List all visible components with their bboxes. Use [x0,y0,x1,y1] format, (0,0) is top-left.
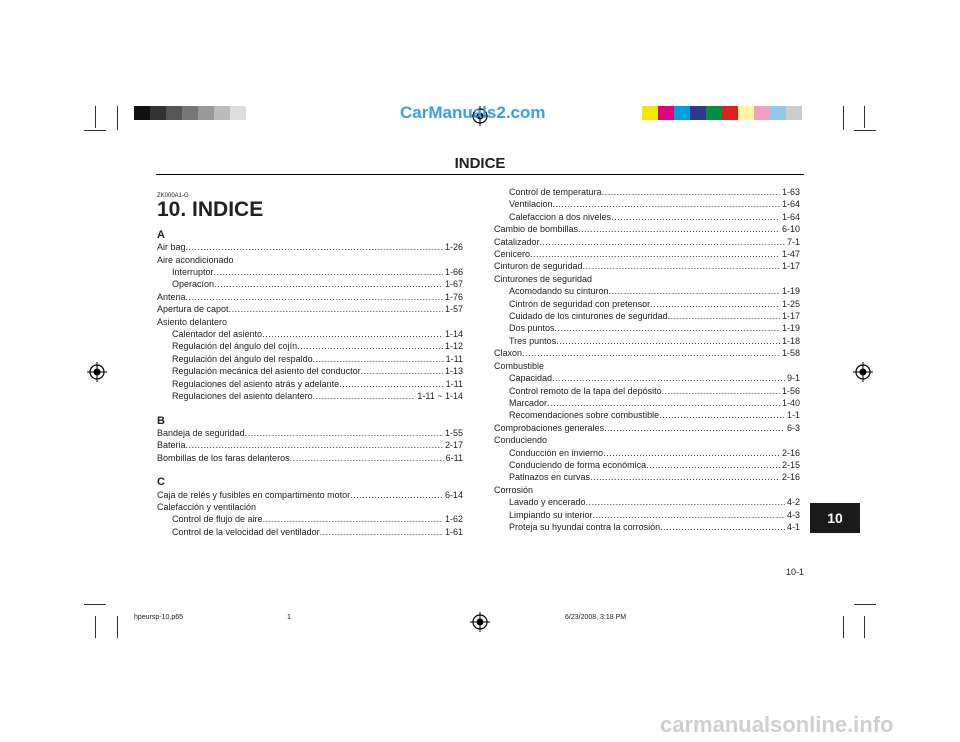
index-entry [494,496,800,508]
index-entry [494,322,800,334]
dot-leader [556,335,780,347]
index-entry-label: Regulación mecánica del asiento del conductor [172,366,361,377]
dot-leader [553,198,780,210]
index-entry-label: Regulación del ángulo del cojín [172,341,298,352]
index-entry-page: 1-13 [444,366,463,377]
color-swatch [198,106,214,120]
index-entry [494,509,800,521]
index-entry-label: Catalizador [494,236,540,247]
dot-leader [290,452,444,464]
index-entry [494,335,800,347]
index-entry-label: Ventilacion [509,199,553,210]
index-entry-label: Calentador del asiento [172,329,263,340]
index-entry-page: 1-76 [444,291,463,302]
dot-leader [540,236,785,248]
index-entry-label: Recomendaciones sobre combustible [509,410,660,421]
index-entry-page: 1-64 [781,211,800,222]
color-swatch [230,106,246,120]
color-swatch [166,106,182,120]
index-entry-label: Lavado y encerado [509,497,586,508]
index-entry [494,273,800,285]
color-swatch [134,106,150,120]
letter-heading-b: B [157,414,165,427]
color-swatch [182,106,198,120]
dot-leader [313,353,444,365]
dot-leader [660,521,785,533]
index-entry-label: Bombillas de los faras delanteros [157,452,290,463]
color-swatch [722,106,738,120]
index-entry-page: 4-1 [786,521,800,532]
index-entry-label: Cuidado de los cinturones de seguridad [509,311,668,322]
index-entry-page: 2-17 [444,440,463,451]
section-title: 10. INDICE [157,198,264,222]
dot-leader [361,365,443,377]
index-entry-label: Cambio de bombillas [494,224,579,235]
index-entry-page: 1-17 [781,261,800,272]
index-entry [157,378,463,390]
index-entry-page: 4-3 [786,509,800,520]
dot-leader [339,378,444,390]
registration-mark-icon [87,362,107,382]
index-entry-label: Regulaciones del asiento delantero [172,391,313,402]
color-swatch [642,106,658,120]
dot-leader [186,291,443,303]
index-entry-page: 1-61 [444,526,463,537]
dot-leader [522,347,780,359]
footer-sheet: 1 [287,614,291,621]
dot-leader [609,285,780,297]
index-entry-label: Cintrón de seguridad con pretensor [509,298,651,309]
index-entry-page: 1-25 [781,298,800,309]
index-entry-label: Limpiando su interior [509,509,593,520]
index-entry [494,223,800,235]
index-left-column [157,190,463,538]
index-entry [157,241,463,253]
index-entry [494,422,800,434]
index-entry-label: Conduciendo [494,435,548,446]
index-entry-page: 1-11 [445,353,463,364]
index-entry-page: 1-58 [781,348,800,359]
index-entry-label: Combustible [494,360,545,371]
index-entry-label: Cenicero [494,249,531,260]
index-entry [494,186,800,198]
index-entry-page: 1-55 [444,427,463,438]
dot-leader [350,489,443,501]
index-entry-page: 6-11 [445,452,463,463]
index-entry [157,278,463,290]
index-entry-label: Interruptor [172,267,214,278]
index-entry [157,513,463,525]
index-list-a [157,241,463,402]
index-entry [157,328,463,340]
footer-date: 6/23/2008, 3:18 PM [565,614,627,621]
index-entry-page: 1-19 [781,286,800,297]
index-entry-page: 1-67 [444,279,463,290]
dot-leader [186,439,443,451]
index-entry [157,291,463,303]
color-swatch [214,106,230,120]
dot-leader [214,278,443,290]
index-entry [494,236,800,248]
index-entry [157,452,463,464]
index-entry-page: 1-56 [781,385,800,396]
index-entry-page: 1-40 [781,397,800,408]
index-entry [494,285,800,297]
dot-leader [602,186,780,198]
index-entry [494,347,800,359]
page-header-title: INDICE [454,155,506,172]
index-entry [494,372,800,384]
index-entry-label: Control de flujo de aire [172,514,263,525]
index-entry-page: 6-14 [444,489,463,500]
chapter-tab: 10 [810,503,860,533]
color-swatch [674,106,690,120]
index-entry-page: 6-10 [781,224,800,235]
index-entry-page: 1-11 [445,378,463,389]
index-entry [494,459,800,471]
dot-leader [186,241,443,253]
index-entry-label: Conduciendo de forma económica [509,459,647,470]
index-entry [157,303,463,315]
dot-leader [547,397,780,409]
index-entry-label: Cinturon de seguridad [494,261,583,272]
index-entry-label: Antena [157,291,186,302]
index-entry-page: 2-16 [781,447,800,458]
letter-heading-c: C [157,476,165,489]
index-entry-label: Asiento delantero [157,316,228,327]
index-entry-page: 1-18 [781,335,800,346]
dot-leader [262,328,443,340]
index-entry-page: 1-57 [444,304,463,315]
dot-leader [297,340,443,352]
color-swatch [150,106,166,120]
index-entry-label: Cinturones de seguridad [494,273,593,284]
dot-leader [590,471,780,483]
dot-leader [603,447,780,459]
index-right-column [494,186,800,533]
index-entry [494,310,800,322]
index-entry-label: Regulaciones del asiento atrás y adelante [172,378,340,389]
index-entry [494,385,800,397]
dot-leader [593,509,785,521]
dot-leader [611,211,780,223]
index-entry-page: 1-47 [781,249,800,260]
dot-leader [552,372,785,384]
index-entry [494,434,800,446]
index-entry-label: Comprobaciones generales [494,422,605,433]
index-entry [494,198,800,210]
grayscale-bar [134,106,246,120]
index-entry-page: 7-1 [786,236,800,247]
index-entry [494,397,800,409]
index-entry-label: Air bag [157,242,186,253]
color-swatch [706,106,722,120]
index-entry-page: 1-64 [781,199,800,210]
watermark-bottom[interactable]: carmanualsonline.info [660,712,894,737]
color-swatch [770,106,786,120]
dot-leader [650,298,780,310]
index-entry-page: 1-26 [444,242,463,253]
index-entry [157,526,463,538]
dot-leader [214,266,443,278]
index-list-c [157,489,463,539]
dot-leader [229,303,443,315]
index-entry-label: Marcador [509,397,548,408]
index-entry-label: Bandeja de seguridad [157,427,245,438]
index-entry [157,439,463,451]
index-entry-label: Calefaccion a dos niveles [509,211,612,222]
color-swatch [754,106,770,120]
index-entry-label: Conducción en invierno [509,447,604,458]
dot-leader [668,310,780,322]
index-entry-page: 2-16 [781,472,800,483]
index-list-b [157,427,463,464]
header-rule [156,174,804,175]
page-number: 10-1 [785,567,804,577]
index-entry-page: 1-17 [781,311,800,322]
index-entry [494,260,800,272]
dot-leader [578,223,780,235]
index-entry-label: Control de temperatura [509,187,602,197]
index-entry-label: Corrosión [494,484,534,495]
registration-mark-icon [470,612,490,632]
index-entry [157,489,463,501]
index-entry [157,340,463,352]
dot-leader [646,459,780,471]
index-entry [494,360,800,372]
index-entry [157,501,463,513]
index-entry-page: 1-12 [444,341,463,352]
index-entry-label: Patinazos en curvas [509,472,591,483]
registration-mark-icon [853,362,873,382]
index-entry-page: 6-3 [786,422,800,433]
index-entry [494,248,800,260]
index-entry-page: 1-66 [444,267,463,278]
index-entry [157,427,463,439]
index-entry [494,471,800,483]
index-entry-label: Calefacción y ventilación [157,501,257,512]
dot-leader [313,390,416,402]
section-code: ZK000A1-G [157,193,189,199]
index-entry [157,365,463,377]
dot-leader [604,422,785,434]
watermark-top[interactable]: CarManuals2.com [400,103,546,122]
index-entry-page: 1-14 [444,329,463,340]
index-entry [157,353,463,365]
color-swatch [658,106,674,120]
index-entry-page: 1-62 [444,514,463,525]
dot-leader [263,513,443,525]
dot-leader [245,427,443,439]
dot-leader [662,385,780,397]
index-entry-label: Operacíon [172,279,215,290]
letter-heading-a: A [157,228,165,241]
index-entry-label: Control de la velocidad del ventilador [172,526,320,537]
index-entry-label: Capacidad [509,373,553,384]
index-entry-label: Acomodando su cinturon [509,286,609,297]
dot-leader [586,496,785,508]
index-entry [494,521,800,533]
index-list-right [494,186,800,533]
dot-leader [320,526,443,538]
index-entry-label: Claxon [494,348,523,359]
dot-leader [659,409,785,421]
index-entry-page: 1-1 [786,410,800,421]
dot-leader [555,322,780,334]
index-entry [157,390,463,402]
dot-leader [530,248,780,260]
index-entry [494,298,800,310]
index-entry [494,484,800,496]
color-swatch [690,106,706,120]
index-entry-label: Bateria [157,440,186,451]
index-entry-label: Regulación del ángulo del respaldo [172,353,313,364]
index-entry-label: Caja de relés y fusibles en compartimento motor [157,489,351,500]
index-entry [157,316,463,328]
color-swatch [786,106,802,120]
index-entry-label: Tres puntos [509,335,557,346]
index-entry-page: 1-19 [781,323,800,334]
index-entry-page: 4-2 [786,497,800,508]
index-entry-label: Proteja su hyundai contra la corrosión [509,521,661,532]
footer-file: hpeursp-10.p65 [134,614,184,621]
color-swatch [738,106,754,120]
index-entry-label: Aire acondicionado [157,254,234,265]
dot-leader [583,260,780,272]
index-entry [157,254,463,266]
index-entry-page: 9-1 [786,373,800,384]
color-bar [642,106,802,120]
index-entry-page: 1-11 ~ 1-14 [417,391,463,402]
index-entry [494,409,800,421]
index-entry [157,266,463,278]
index-entry-label: Dos puntos [509,323,555,334]
index-entry-page: 2-15 [781,459,800,470]
index-entry-label: Control remoto de la tapa del depósito [509,385,662,396]
index-entry [494,447,800,459]
index-entry [494,211,800,223]
index-entry-page: 1-63 [781,187,800,197]
index-entry-label: Apertura de capot [157,304,229,315]
